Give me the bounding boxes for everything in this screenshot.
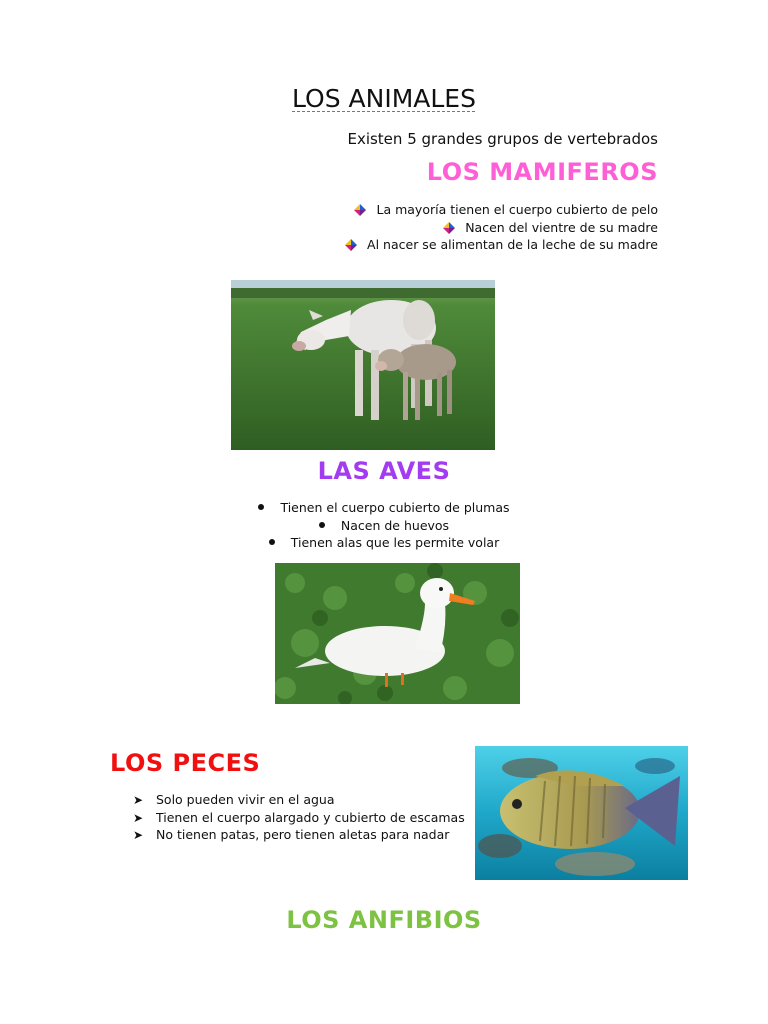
arrow-bullet-icon: ➤ (133, 828, 144, 842)
duck-photo (275, 563, 520, 704)
mamiferos-heading: LOS MAMIFEROS (426, 158, 658, 186)
list-item (0, 534, 768, 552)
dot-bullet-icon (258, 504, 264, 510)
diamond-multicolor-icon (345, 239, 357, 251)
list-item-text: Tienen el cuerpo alargado y cubierto de escamas (156, 809, 465, 825)
anfibios-heading: LOS ANFIBIOS (286, 906, 482, 934)
diamond-multicolor-icon (354, 204, 366, 216)
list-item (345, 219, 658, 237)
dot-bullet-icon (269, 539, 275, 545)
aves-list (0, 499, 768, 552)
arrow-bullet-icon: ➤ (133, 793, 144, 807)
peces-heading: LOS PECES (110, 749, 261, 777)
list-item (345, 201, 658, 219)
list-item (0, 499, 768, 517)
list-item (133, 791, 465, 809)
diamond-multicolor-icon (443, 222, 455, 234)
subtitle: Existen 5 grandes grupos de vertebrados (347, 130, 658, 148)
list-item-text: Tienen el cuerpo cubierto de plumas (280, 500, 510, 515)
mamiferos-list (345, 201, 658, 254)
dot-bullet-icon (319, 522, 325, 528)
list-item (345, 236, 658, 254)
list-item-text: Nacen del vientre de su madre (465, 219, 658, 235)
cow-photo (231, 280, 495, 450)
list-item (133, 826, 465, 844)
list-item-text: Al nacer se alimentan de la leche de su madre (367, 237, 658, 252)
list-item-text: Tienen alas que les permite volar (290, 535, 500, 550)
arrow-bullet-icon: ➤ (133, 810, 144, 825)
fish-photo (475, 746, 688, 880)
list-item (133, 809, 465, 827)
list-item-text: Solo pueden vivir en el agua (156, 792, 335, 807)
list-item-text: No tienen patas, pero tienen aletas para nadar (156, 827, 450, 842)
list-item-text: La mayoría tienen el cuerpo cubierto de pelo (376, 202, 658, 217)
page-title: LOS ANIMALES (292, 84, 476, 113)
list-item-text: Nacen de huevos (340, 517, 450, 533)
list-item (0, 517, 768, 535)
peces-list (133, 791, 465, 844)
aves-heading: LAS AVES (317, 457, 451, 485)
